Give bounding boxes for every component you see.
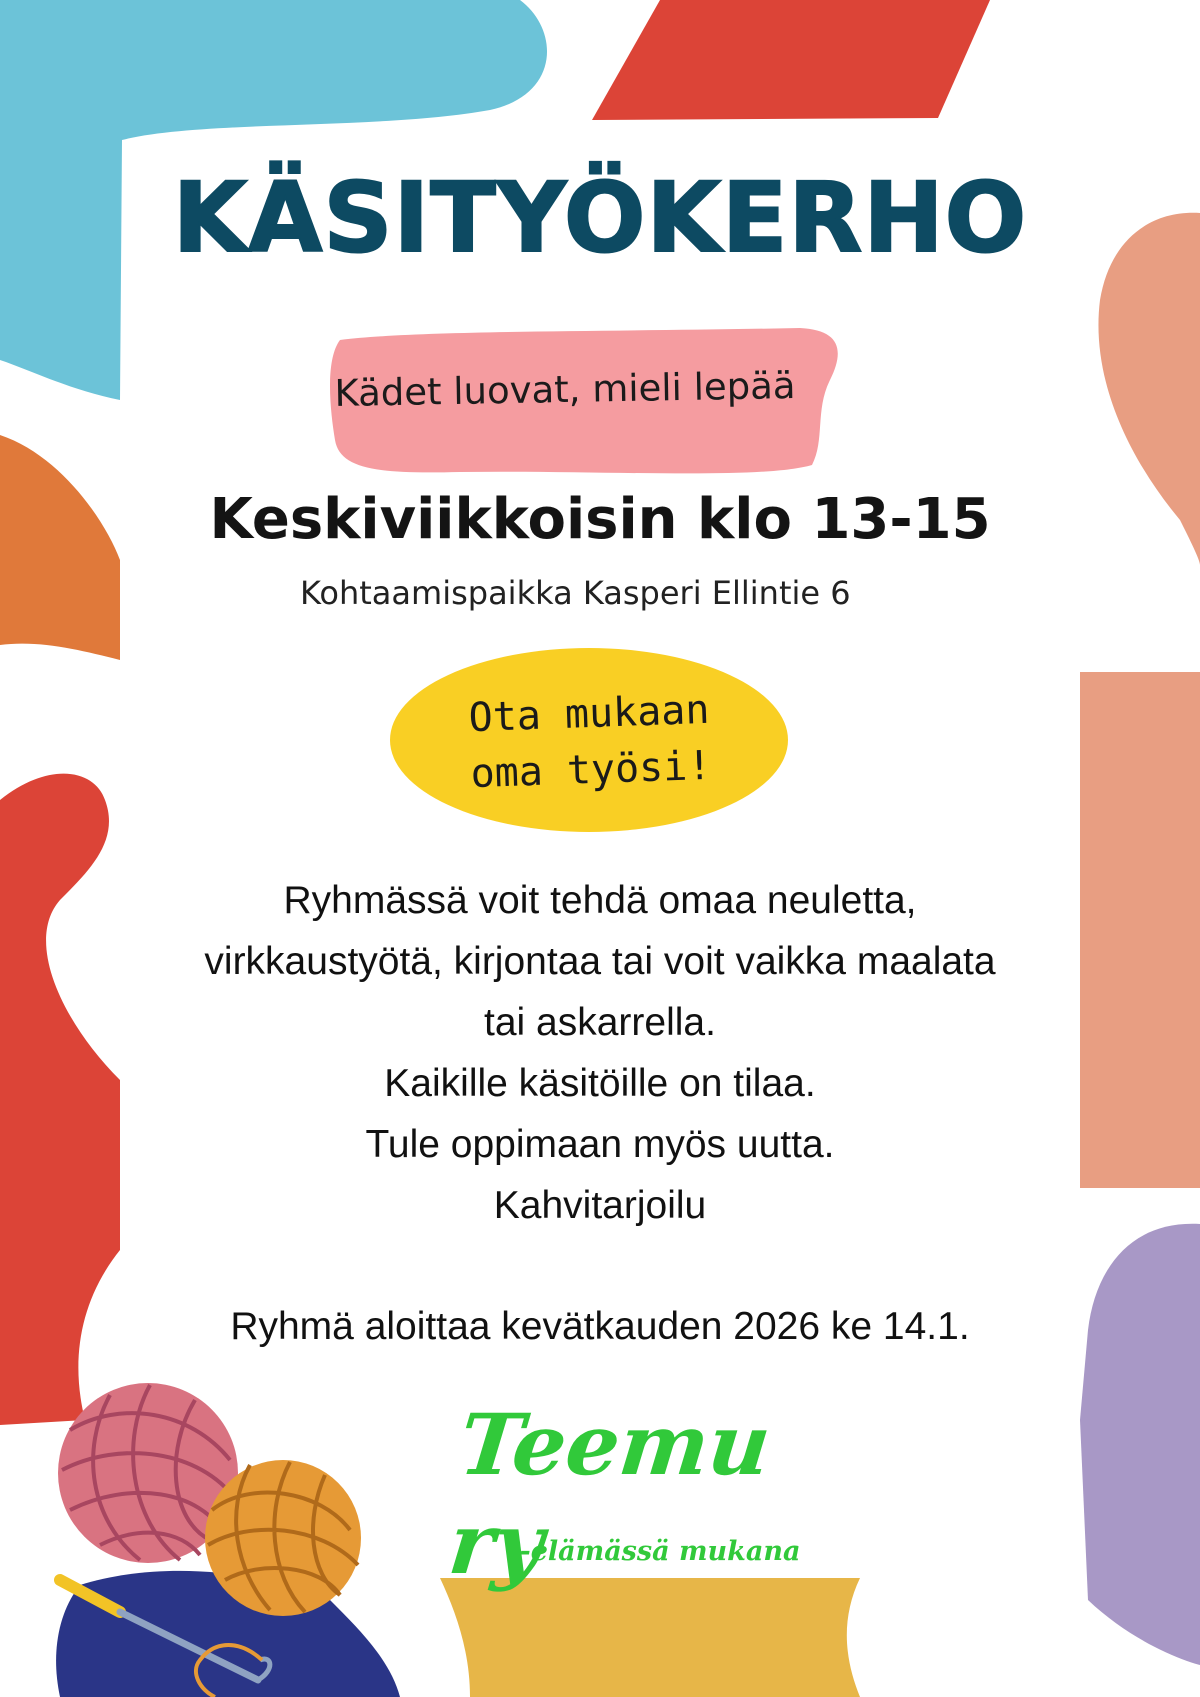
salmon-tall-shape	[1080, 672, 1200, 1188]
organization-slogan: -elämässä mukana	[519, 1536, 801, 1567]
description-line: Ryhmässä voit tehdä omaa neuletta,	[283, 879, 917, 922]
start-info: Ryhmä aloittaa kevätkauden 2026 ke 14.1.	[230, 1305, 970, 1348]
description-line: virkkaustyötä, kirjontaa tai voit vaikka maalata	[204, 940, 996, 983]
description-line: Kaikille käsitöille on tilaa.	[384, 1062, 816, 1105]
schedule-heading: Keskiviikkoisin klo 13-15	[209, 487, 991, 552]
description-line: Tule oppimaan myös uutta.	[365, 1123, 835, 1166]
bring-line-1: Ota mukaan	[467, 686, 711, 742]
yarn-ball-orange-icon	[205, 1460, 361, 1616]
location-address: Kohtaamispaikka Kasperi Ellintie 6	[300, 574, 851, 612]
bring-line-2: oma työsi!	[469, 742, 713, 798]
description	[130, 870, 1070, 1236]
purple-blob-shape	[1080, 1224, 1200, 1665]
red-parallelogram-shape	[592, 0, 990, 120]
mustard-shape	[440, 1578, 860, 1697]
description-line: Kahvitarjoilu	[493, 1184, 707, 1227]
tagline: Kädet luovat, mieli lepää	[334, 363, 796, 416]
bring-your-work-note	[388, 679, 792, 805]
description-line: tai askarrella.	[484, 1001, 716, 1044]
organization-name: Teemu ry	[444, 1395, 776, 1593]
page-title: KÄSITYÖKERHO	[172, 162, 1028, 274]
